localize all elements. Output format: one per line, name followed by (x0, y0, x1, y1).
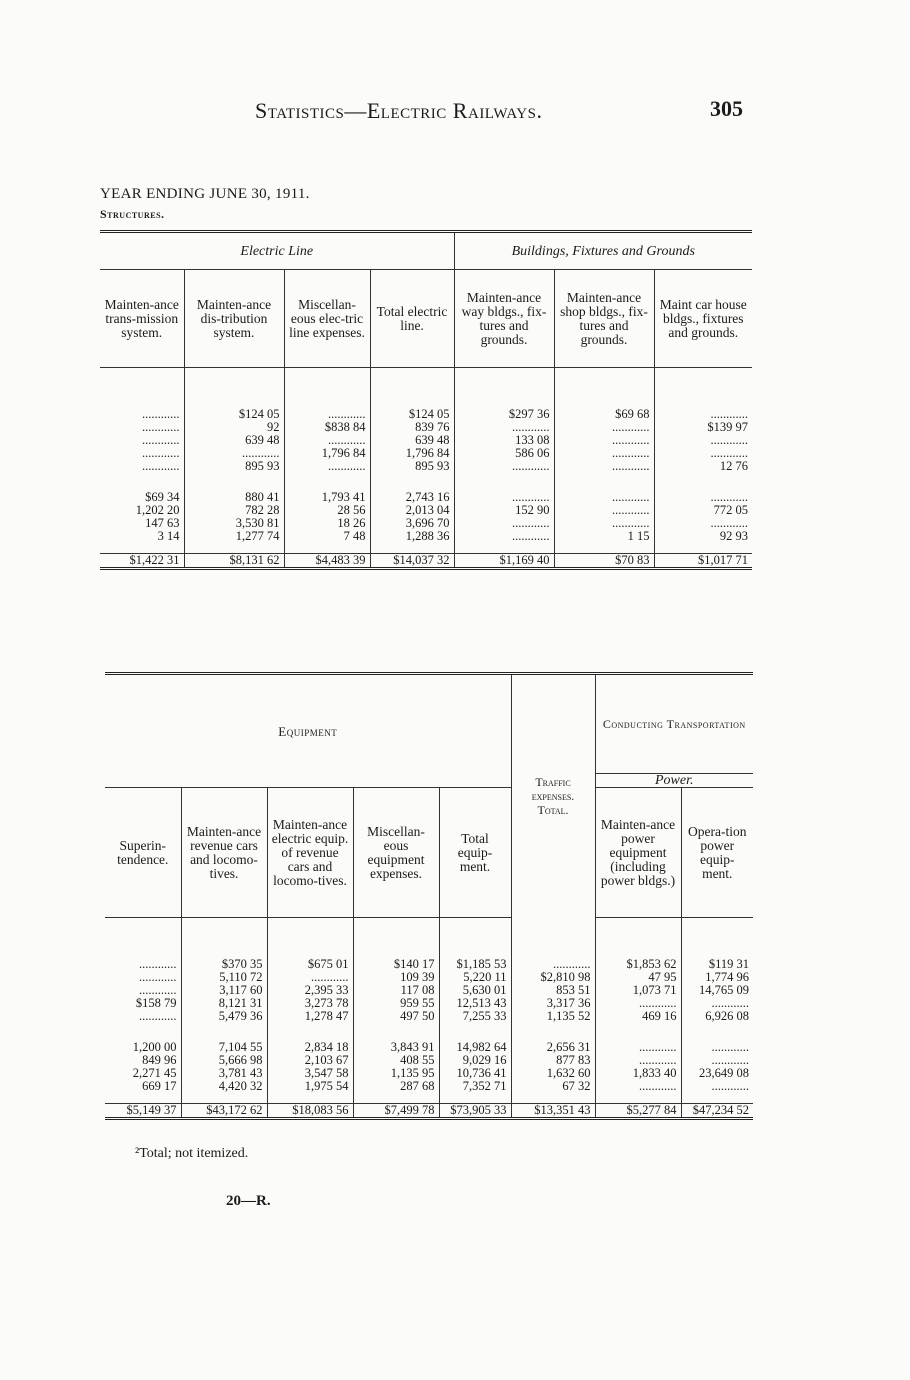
cell-block (184, 408, 284, 483)
cell-block (439, 1041, 511, 1104)
table-cell: ............ (139, 956, 177, 971)
table-cell: 1,774 96 (705, 969, 749, 984)
table-cell: ............ (710, 489, 748, 504)
table-cell: 1,833 40 (632, 1065, 677, 1080)
table-cell: ............ (710, 406, 748, 421)
col-header: Mainten-ance shop bldgs., fix-tures and grounds. (554, 270, 654, 368)
page-number: 305 (710, 96, 743, 121)
table-cell: 1 15 (627, 528, 650, 543)
table-cell: ............ (328, 432, 366, 447)
table-cell: ............ (612, 502, 650, 517)
table-cell: ............ (328, 458, 366, 473)
cell-block (100, 408, 184, 483)
column-header-row (105, 788, 753, 918)
cell-block (654, 408, 752, 483)
table-cell: 3,547 58 (304, 1065, 349, 1080)
table-cell: 67 32 (562, 1078, 591, 1093)
total-cell: $5,277 84 (595, 1103, 681, 1118)
total-cell: $7,499 78 (353, 1103, 439, 1118)
table-cell: 1,200 00 (132, 1039, 177, 1054)
total-cell: $14,037 32 (370, 553, 454, 568)
total-cell: $70 83 (554, 553, 654, 568)
table-cell: ............ (639, 995, 677, 1010)
table-cell: 853 51 (556, 982, 591, 997)
table-cell: ............ (612, 432, 650, 447)
year-line: YEAR ENDING JUNE 30, 1911. (100, 186, 310, 202)
table-cell: 7,352 71 (462, 1078, 507, 1093)
table-cell: $69 34 (145, 489, 180, 504)
table-cell: $1,853 62 (626, 956, 677, 971)
table-cell: $1,185 53 (456, 956, 507, 971)
total-cell: $73,905 33 (439, 1103, 511, 1118)
table-cell: ............ (711, 1052, 749, 1067)
col-header: Mainten-ance electric equip. of revenue cars and locomo-tives. (267, 788, 353, 918)
table-cell: ............ (142, 419, 180, 434)
traffic-expenses-header: Traffic expenses. Total. (511, 674, 595, 918)
data-block-2 (105, 1041, 753, 1104)
running-title: Statistics—Electric Railways. (255, 98, 543, 123)
table-cell: 8,121 31 (218, 995, 263, 1010)
total-cell: $1,017 71 (654, 553, 752, 568)
table-cell: 469 16 (642, 1008, 677, 1023)
table-cell: 9,029 16 (462, 1052, 507, 1067)
table-cell: 5,110 72 (219, 969, 263, 984)
table-cell: $158 79 (135, 995, 177, 1010)
table-cell: ............ (142, 406, 180, 421)
table-cell: 1,288 36 (405, 528, 450, 543)
table-cell: 92 93 (719, 528, 748, 543)
table-cell: $675 01 (307, 956, 349, 971)
table-cell: 2,743 16 (405, 489, 450, 504)
table-cell: 1,975 54 (304, 1078, 349, 1093)
table-cell: 1,796 84 (321, 445, 366, 460)
cell-block (284, 491, 370, 554)
table-cell: 895 93 (415, 458, 450, 473)
table-cell: 287 68 (400, 1078, 435, 1093)
col-header: Maint car house bldgs., fixtures and grounds. (654, 270, 752, 368)
table-cell: $370 35 (221, 956, 263, 971)
col-header: Total equip-ment. (439, 788, 511, 918)
table-cell: ............ (612, 419, 650, 434)
table-cell: $2,810 98 (540, 969, 591, 984)
col-header: Mainten-ance power equipment (including power bldgs.) (595, 788, 681, 918)
table-cell: 3 14 (157, 528, 180, 543)
cell-block (511, 1041, 595, 1104)
table-cell: 497 50 (400, 1008, 435, 1023)
table-cell: 3,273 78 (304, 995, 349, 1010)
cell-block (353, 1041, 439, 1104)
table-cell: ............ (142, 445, 180, 460)
table-cell: 133 08 (515, 432, 550, 447)
equipment-table (105, 672, 753, 1120)
table-cell: 3,317 36 (546, 995, 591, 1010)
group-equipment: Equipment (105, 674, 511, 788)
table-cell: 12 76 (719, 458, 748, 473)
table-cell: 12,513 43 (456, 995, 507, 1010)
table-cell: $119 31 (708, 956, 749, 971)
group-header-row (105, 674, 753, 774)
table-cell: ............ (553, 956, 591, 971)
table-cell: ............ (512, 458, 550, 473)
structures-table (100, 230, 752, 570)
table-cell: 147 63 (145, 515, 180, 530)
table-cell: 1,278 47 (304, 1008, 349, 1023)
col-header: Superin-tendence. (105, 788, 181, 918)
table-cell: 7,255 33 (462, 1008, 507, 1023)
table-cell: 18 26 (337, 515, 366, 530)
table-cell: ............ (512, 489, 550, 504)
table-cell: 877 83 (556, 1052, 591, 1067)
table-cell: $69 68 (615, 406, 650, 421)
table-cell: ............ (639, 1052, 677, 1067)
group-conducting-transportation: Conducting Transportation (595, 674, 753, 774)
table-cell: 639 48 (415, 432, 450, 447)
table-cell: $140 17 (393, 956, 435, 971)
total-cell: $5,149 37 (105, 1103, 181, 1118)
table-cell: 92 (267, 419, 280, 434)
table-cell: ............ (711, 1078, 749, 1093)
table-cell: 1,632 60 (546, 1065, 591, 1080)
table-cell: 839 76 (415, 419, 450, 434)
cell-block (353, 958, 439, 1033)
table-cell: 2,013 04 (405, 502, 450, 517)
group-buildings: Buildings, Fixtures and Grounds (454, 232, 752, 270)
cell-block (511, 958, 595, 1033)
table-cell: 23,649 08 (699, 1065, 749, 1080)
table-cell: 1,135 52 (546, 1008, 591, 1023)
col-header: Mainten-ance dis-tribution system. (184, 270, 284, 368)
table-cell: ............ (612, 458, 650, 473)
table-cell: ............ (139, 1008, 177, 1023)
data-block-1 (100, 408, 752, 483)
group-header-row (100, 232, 752, 270)
table-cell: 10,736 41 (456, 1065, 507, 1080)
cell-block (595, 1041, 681, 1104)
totals-row (100, 553, 752, 568)
table-cell: 5,666 98 (218, 1052, 263, 1067)
footnote: ²Total; not itemized. (135, 1146, 249, 1161)
table-cell: $124 05 (238, 406, 280, 421)
cell-block (181, 958, 267, 1033)
table-cell: ............ (639, 1078, 677, 1093)
table-cell: 849 96 (142, 1052, 177, 1067)
cell-block (681, 958, 753, 1033)
table-cell: 1,135 95 (390, 1065, 435, 1080)
totals-row (105, 1103, 753, 1118)
cell-block (267, 958, 353, 1033)
cell-block (595, 958, 681, 1033)
table-cell: 880 41 (245, 489, 280, 504)
table-cell: 1,796 84 (405, 445, 450, 460)
cell-block (454, 408, 554, 483)
table-cell: 28 56 (337, 502, 366, 517)
cell-block (370, 408, 454, 483)
table-cell: ............ (142, 458, 180, 473)
table-cell: 3,696 70 (405, 515, 450, 530)
table-cell: $139 97 (707, 419, 748, 434)
total-cell: $13,351 43 (511, 1103, 595, 1118)
data-block-1 (105, 958, 753, 1033)
table-cell: $297 36 (508, 406, 550, 421)
table-cell: ............ (711, 1039, 749, 1054)
table-cell: 1,202 20 (135, 502, 180, 517)
table-cell: ............ (242, 445, 280, 460)
cell-block (654, 491, 752, 554)
group-power: Power. (595, 774, 753, 788)
cell-block (681, 1041, 753, 1104)
table-cell: 639 48 (245, 432, 280, 447)
table-cell: ............ (328, 406, 366, 421)
data-block-2 (100, 491, 752, 554)
cell-block (100, 491, 184, 554)
table-cell: 1,793 41 (321, 489, 366, 504)
cell-block (284, 408, 370, 483)
table-cell: ............ (711, 995, 749, 1010)
cell-block (454, 491, 554, 554)
table-cell: ............ (142, 432, 180, 447)
total-cell: $18,083 56 (267, 1103, 353, 1118)
table-cell: ............ (139, 982, 177, 997)
section-title: Structures. (100, 207, 165, 221)
col-header: Total electric line. (370, 270, 454, 368)
col-header: Mainten-ance trans-mission system. (100, 270, 184, 368)
cell-block (267, 1041, 353, 1104)
cell-block (184, 491, 284, 554)
total-cell: $43,172 62 (181, 1103, 267, 1118)
table-cell: 669 17 (142, 1078, 177, 1093)
table-cell: ............ (639, 1039, 677, 1054)
table-cell: ............ (612, 515, 650, 530)
table-cell: 14,765 09 (699, 982, 749, 997)
table-cell: 2,103 67 (304, 1052, 349, 1067)
col-header: Opera-tion power equip-ment. (681, 788, 753, 918)
table-cell: 2,656 31 (546, 1039, 591, 1054)
table-cell: ............ (612, 489, 650, 504)
total-cell: $4,483 39 (284, 553, 370, 568)
cell-block (554, 408, 654, 483)
table-cell: 1,073 71 (632, 982, 677, 997)
cell-block (105, 958, 181, 1033)
table-cell: 1,277 74 (235, 528, 280, 543)
total-cell: $1,422 31 (100, 553, 184, 568)
group-electric-line: Electric Line (100, 232, 454, 270)
table-cell: 3,117 60 (219, 982, 263, 997)
table-cell: 5,220 11 (463, 969, 507, 984)
table-cell: ............ (710, 432, 748, 447)
table-cell: $124 05 (408, 406, 450, 421)
col-header: Mainten-ance revenue cars and locomo-tives. (181, 788, 267, 918)
table-cell: 6,926 08 (705, 1008, 749, 1023)
table-cell: 895 93 (245, 458, 280, 473)
cell-block (105, 1041, 181, 1104)
table-cell: 2,271 45 (132, 1065, 177, 1080)
table-cell: ............ (512, 528, 550, 543)
col-header: Mainten-ance way bldgs., fix-tures and grounds. (454, 270, 554, 368)
table-cell: ............ (710, 445, 748, 460)
table-cell: 4,420 32 (218, 1078, 263, 1093)
total-cell: $8,131 62 (184, 553, 284, 568)
table-cell: 47 95 (648, 969, 677, 984)
table-cell: 3,781 43 (218, 1065, 263, 1080)
table-cell: $838 84 (324, 419, 366, 434)
table-cell: 586 06 (515, 445, 550, 460)
cell-block (554, 491, 654, 554)
column-header-row (100, 270, 752, 368)
cell-block (439, 958, 511, 1033)
table-cell: 408 55 (400, 1052, 435, 1067)
table-cell: 109 39 (400, 969, 435, 984)
table-cell: ............ (710, 515, 748, 530)
total-cell: $1,169 40 (454, 553, 554, 568)
table-cell: 5,630 01 (462, 982, 507, 997)
table-cell: 3,843 91 (390, 1039, 435, 1054)
cell-block (370, 491, 454, 554)
table-cell: ............ (139, 969, 177, 984)
table-cell: 7,104 55 (218, 1039, 263, 1054)
table-cell: 117 08 (400, 982, 435, 997)
table-cell: 772 05 (713, 502, 748, 517)
col-header: Miscellan-eous elec-tric line expenses. (284, 270, 370, 368)
table-cell: ............ (512, 419, 550, 434)
signature-mark: 20—R. (226, 1193, 271, 1209)
table-cell: 782 28 (245, 502, 280, 517)
table-cell: ............ (612, 445, 650, 460)
table-cell: 3,530 81 (235, 515, 280, 530)
table-cell: 959 55 (400, 995, 435, 1010)
table-cell: ............ (311, 969, 349, 984)
table-cell: 7 48 (343, 528, 366, 543)
table-cell: 14,982 64 (456, 1039, 507, 1054)
col-header: Miscellan-eous equipment expenses. (353, 788, 439, 918)
cell-block (181, 1041, 267, 1104)
table-cell: ............ (512, 515, 550, 530)
total-cell: $47,234 52 (681, 1103, 753, 1118)
table-cell: 5,479 36 (218, 1008, 263, 1023)
table-cell: 2,834 18 (304, 1039, 349, 1054)
table-cell: 2,395 33 (304, 982, 349, 997)
table-cell: 152 90 (515, 502, 550, 517)
